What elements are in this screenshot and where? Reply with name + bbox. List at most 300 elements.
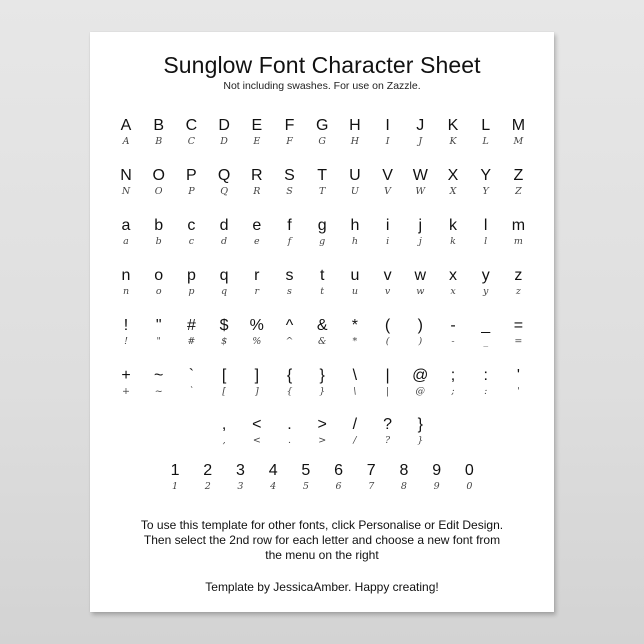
reference-glyph: y bbox=[481, 267, 490, 284]
sunglow-glyph: E bbox=[253, 136, 261, 147]
char-cell bbox=[242, 267, 272, 298]
char-cell bbox=[176, 367, 206, 398]
reference-glyph: | bbox=[385, 367, 390, 384]
char-cell bbox=[275, 317, 305, 348]
instructions-line: the menu on the right bbox=[265, 548, 379, 562]
char-cell bbox=[438, 117, 468, 148]
char-row-uppercase-a-m bbox=[90, 117, 554, 161]
reference-glyph: 3 bbox=[235, 462, 245, 479]
reference-glyph: V bbox=[382, 167, 393, 184]
sunglow-glyph: S bbox=[286, 186, 293, 197]
char-cell bbox=[111, 267, 141, 298]
reference-glyph: ! bbox=[123, 317, 129, 334]
sunglow-glyph: 7 bbox=[368, 481, 375, 492]
reference-glyph: M bbox=[511, 117, 526, 134]
char-cell bbox=[209, 367, 239, 398]
sunglow-glyph: / bbox=[353, 435, 357, 446]
sunglow-glyph: b bbox=[155, 236, 162, 247]
sunglow-glyph: e bbox=[253, 236, 260, 247]
sunglow-glyph: 9 bbox=[433, 481, 440, 492]
reference-glyph: } bbox=[319, 367, 325, 384]
sunglow-glyph: @ bbox=[415, 386, 426, 397]
sunglow-glyph: R bbox=[253, 186, 261, 197]
char-row-symbols-1 bbox=[90, 317, 554, 361]
char-cell bbox=[405, 317, 435, 348]
reference-glyph: < bbox=[252, 416, 262, 433]
sunglow-glyph: I bbox=[385, 136, 390, 147]
char-cell bbox=[209, 167, 239, 198]
reference-glyph: G bbox=[315, 117, 329, 134]
sunglow-glyph: - bbox=[451, 336, 455, 347]
reference-glyph: d bbox=[219, 217, 229, 234]
sunglow-glyph: [ bbox=[222, 386, 226, 397]
sunglow-glyph: " bbox=[156, 336, 161, 347]
sunglow-glyph: { bbox=[286, 386, 293, 397]
char-cell bbox=[471, 217, 501, 248]
sunglow-glyph: * bbox=[352, 336, 358, 347]
reference-glyph: ; bbox=[450, 367, 456, 384]
char-cell bbox=[275, 117, 305, 148]
reference-glyph: ( bbox=[384, 317, 391, 334]
char-cell bbox=[307, 167, 337, 198]
sunglow-glyph: _ bbox=[483, 336, 489, 347]
char-row-digits bbox=[90, 462, 554, 506]
char-cell bbox=[454, 462, 484, 493]
char-cell bbox=[291, 462, 321, 493]
char-cell bbox=[340, 117, 370, 148]
char-cell bbox=[225, 462, 255, 493]
sunglow-glyph: : bbox=[484, 386, 488, 397]
instructions-text bbox=[90, 518, 554, 563]
sunglow-glyph: j bbox=[418, 236, 422, 247]
reference-glyph: F bbox=[284, 117, 295, 134]
char-cell bbox=[471, 167, 501, 198]
char-cell bbox=[471, 117, 501, 148]
sunglow-glyph: 3 bbox=[237, 481, 244, 492]
sunglow-glyph: k bbox=[450, 236, 456, 247]
reference-glyph: b bbox=[154, 217, 164, 234]
char-cell bbox=[307, 317, 337, 348]
reference-glyph: } bbox=[417, 416, 423, 433]
reference-glyph: N bbox=[120, 167, 132, 184]
char-row-lowercase-n-z bbox=[90, 267, 554, 311]
char-cell bbox=[373, 416, 403, 447]
char-cell bbox=[405, 367, 435, 398]
sunglow-glyph: ! bbox=[124, 336, 128, 347]
reference-glyph: B bbox=[153, 117, 165, 134]
char-cell bbox=[340, 267, 370, 298]
reference-glyph: * bbox=[351, 317, 358, 334]
sunglow-glyph: D bbox=[220, 136, 228, 147]
sunglow-glyph: c bbox=[188, 236, 195, 247]
char-cell bbox=[176, 267, 206, 298]
sunglow-glyph: w bbox=[416, 286, 425, 297]
reference-glyph: 9 bbox=[432, 462, 442, 479]
sunglow-glyph: q bbox=[221, 286, 228, 297]
char-cell bbox=[373, 317, 403, 348]
char-cell bbox=[144, 267, 174, 298]
sheet-title: Sunglow Font Character Sheet bbox=[163, 52, 481, 78]
reference-glyph: q bbox=[219, 267, 229, 284]
reference-glyph: a bbox=[121, 217, 131, 234]
char-cell bbox=[209, 267, 239, 298]
sunglow-glyph: W bbox=[415, 186, 426, 197]
reference-glyph: _ bbox=[481, 317, 491, 334]
sunglow-glyph: $ bbox=[221, 336, 228, 347]
char-row-uppercase-n-z bbox=[90, 167, 554, 211]
reference-glyph: @ bbox=[412, 367, 429, 384]
char-cell bbox=[242, 167, 272, 198]
sunglow-glyph: u bbox=[351, 286, 358, 297]
character-sheet-poster bbox=[90, 32, 554, 612]
char-cell bbox=[209, 317, 239, 348]
template-credit: Template by JessicaAmber. Happy creating! bbox=[205, 580, 439, 594]
char-cell bbox=[405, 117, 435, 148]
reference-glyph: P bbox=[186, 167, 197, 184]
reference-glyph: ^ bbox=[285, 317, 294, 334]
char-cell bbox=[405, 416, 435, 447]
char-cell bbox=[242, 367, 272, 398]
reference-glyph: t bbox=[319, 267, 325, 284]
reference-glyph: Z bbox=[513, 167, 524, 184]
char-cell bbox=[275, 416, 305, 447]
sunglow-glyph: ` bbox=[189, 386, 194, 397]
sunglow-glyph: y bbox=[483, 286, 489, 297]
reference-glyph: o bbox=[154, 267, 164, 284]
reference-glyph: x bbox=[449, 267, 457, 284]
reference-glyph: O bbox=[152, 167, 165, 184]
sunglow-glyph: ) bbox=[418, 336, 423, 347]
reference-glyph: ' bbox=[516, 367, 520, 384]
reference-glyph: ] bbox=[254, 367, 260, 384]
sunglow-glyph: U bbox=[350, 186, 359, 197]
reference-glyph: . bbox=[287, 416, 292, 433]
sunglow-glyph: , bbox=[222, 435, 226, 446]
reference-glyph: h bbox=[350, 217, 360, 234]
reference-glyph: v bbox=[383, 267, 392, 284]
char-cell bbox=[373, 167, 403, 198]
reference-glyph: $ bbox=[219, 317, 229, 334]
sunglow-glyph: o bbox=[155, 286, 162, 297]
char-cell bbox=[405, 167, 435, 198]
char-cell bbox=[111, 317, 141, 348]
char-cell bbox=[144, 117, 174, 148]
sunglow-glyph: Y bbox=[482, 186, 489, 197]
instructions-line: Then select the 2nd row for each letter and choose a new font from bbox=[143, 533, 501, 547]
sunglow-glyph: = bbox=[514, 336, 523, 347]
reference-glyph: w bbox=[414, 267, 427, 284]
sunglow-glyph: X bbox=[449, 186, 457, 197]
char-cell bbox=[144, 317, 174, 348]
char-cell bbox=[242, 217, 272, 248]
sunglow-glyph: z bbox=[515, 286, 521, 297]
char-cell bbox=[111, 367, 141, 398]
sunglow-glyph: < bbox=[252, 435, 261, 446]
reference-glyph: { bbox=[286, 367, 293, 384]
char-cell bbox=[193, 462, 223, 493]
reference-glyph: r bbox=[254, 267, 260, 284]
char-cell bbox=[471, 367, 501, 398]
char-cell bbox=[209, 416, 239, 447]
sunglow-glyph: G bbox=[318, 136, 326, 147]
reference-glyph: Y bbox=[480, 167, 492, 184]
char-cell bbox=[307, 117, 337, 148]
sunglow-glyph: r bbox=[254, 286, 260, 297]
sunglow-glyph: + bbox=[122, 386, 130, 397]
reference-glyph: 1 bbox=[170, 462, 180, 479]
char-cell bbox=[111, 217, 141, 248]
char-cell bbox=[340, 317, 370, 348]
reference-glyph: R bbox=[251, 167, 263, 184]
reference-glyph: & bbox=[316, 317, 328, 334]
sunglow-glyph: . bbox=[287, 435, 292, 446]
sunglow-glyph: A bbox=[122, 136, 130, 147]
sunglow-glyph: V bbox=[384, 186, 392, 197]
sunglow-glyph: M bbox=[513, 136, 524, 147]
sunglow-glyph: h bbox=[351, 236, 358, 247]
reference-glyph: ` bbox=[188, 367, 195, 384]
char-cell bbox=[275, 217, 305, 248]
sunglow-glyph: d bbox=[221, 236, 228, 247]
sunglow-glyph: 1 bbox=[172, 481, 179, 492]
char-cell bbox=[503, 167, 533, 198]
char-cell bbox=[324, 462, 354, 493]
char-cell bbox=[209, 117, 239, 148]
sunglow-glyph: ~ bbox=[154, 386, 163, 397]
reference-glyph: D bbox=[218, 117, 230, 134]
reference-glyph: H bbox=[349, 117, 361, 134]
char-cell bbox=[373, 217, 403, 248]
sunglow-glyph: B bbox=[155, 136, 163, 147]
reference-glyph: C bbox=[185, 117, 198, 134]
char-cell bbox=[438, 267, 468, 298]
char-cell bbox=[503, 267, 533, 298]
char-cell bbox=[438, 317, 468, 348]
reference-glyph: 4 bbox=[268, 462, 278, 479]
sunglow-glyph: f bbox=[287, 236, 292, 247]
char-cell bbox=[176, 167, 206, 198]
char-cell bbox=[356, 462, 386, 493]
char-cell bbox=[242, 317, 272, 348]
sunglow-glyph: a bbox=[123, 236, 129, 247]
reference-glyph: = bbox=[513, 317, 524, 334]
reference-glyph: U bbox=[349, 167, 361, 184]
char-cell bbox=[405, 217, 435, 248]
sunglow-glyph: p bbox=[188, 286, 195, 297]
reference-glyph: z bbox=[514, 267, 523, 284]
sunglow-glyph: L bbox=[482, 136, 489, 147]
sunglow-glyph: ] bbox=[254, 386, 259, 397]
char-cell bbox=[422, 462, 452, 493]
sunglow-glyph: H bbox=[350, 136, 360, 147]
sunglow-glyph: O bbox=[154, 186, 163, 197]
reference-glyph: l bbox=[483, 217, 488, 234]
sunglow-glyph: Q bbox=[220, 186, 228, 197]
sunglow-glyph: l bbox=[484, 236, 488, 247]
char-cell bbox=[373, 367, 403, 398]
sunglow-glyph: 5 bbox=[302, 481, 309, 492]
reference-glyph: s bbox=[285, 267, 294, 284]
char-cell bbox=[503, 317, 533, 348]
sunglow-glyph: } bbox=[417, 435, 424, 446]
char-cell bbox=[160, 462, 190, 493]
char-cell bbox=[438, 367, 468, 398]
sunglow-glyph: v bbox=[384, 286, 391, 297]
reference-glyph: % bbox=[249, 317, 264, 334]
sunglow-glyph: s bbox=[287, 286, 292, 297]
reference-glyph: E bbox=[251, 117, 263, 134]
reference-glyph: p bbox=[186, 267, 196, 284]
char-cell bbox=[307, 416, 337, 447]
char-row-symbols-3 bbox=[90, 416, 554, 460]
sunglow-glyph: ; bbox=[451, 386, 455, 397]
reference-glyph: / bbox=[352, 416, 358, 433]
char-cell bbox=[242, 416, 272, 447]
reference-glyph: [ bbox=[221, 367, 227, 384]
sheet-subtitle: Not including swashes. For use on Zazzle. bbox=[223, 80, 421, 92]
reference-glyph: 2 bbox=[203, 462, 213, 479]
sunglow-glyph: K bbox=[449, 136, 457, 147]
reference-glyph: 6 bbox=[334, 462, 343, 479]
char-cell bbox=[373, 117, 403, 148]
reference-glyph: I bbox=[385, 117, 390, 134]
sunglow-glyph: 4 bbox=[270, 481, 277, 492]
sunglow-glyph: 0 bbox=[466, 481, 473, 492]
sunglow-glyph: g bbox=[319, 236, 326, 247]
reference-glyph: K bbox=[447, 117, 459, 134]
reference-glyph: : bbox=[483, 367, 488, 384]
sunglow-glyph: & bbox=[317, 336, 327, 347]
char-cell bbox=[176, 217, 206, 248]
reference-glyph: - bbox=[450, 317, 456, 334]
sunglow-glyph: 6 bbox=[335, 481, 342, 492]
sunglow-glyph: m bbox=[513, 236, 523, 247]
reference-glyph: J bbox=[416, 117, 425, 134]
char-cell bbox=[144, 367, 174, 398]
reference-glyph: k bbox=[449, 217, 457, 234]
char-cell bbox=[340, 217, 370, 248]
sunglow-glyph: ? bbox=[385, 435, 391, 446]
reference-glyph: i bbox=[385, 217, 390, 234]
sunglow-glyph: t bbox=[320, 286, 325, 297]
char-cell bbox=[242, 117, 272, 148]
sunglow-glyph: P bbox=[188, 186, 195, 197]
reference-glyph: T bbox=[317, 167, 328, 184]
reference-glyph: 0 bbox=[464, 462, 474, 479]
sunglow-glyph: | bbox=[385, 386, 390, 397]
char-cell bbox=[471, 317, 501, 348]
char-cell bbox=[176, 317, 206, 348]
sunglow-glyph: F bbox=[286, 136, 293, 147]
reference-glyph: # bbox=[186, 317, 196, 334]
sunglow-glyph: ^ bbox=[285, 336, 294, 347]
char-cell bbox=[275, 167, 305, 198]
char-cell bbox=[340, 416, 370, 447]
sunglow-glyph: Z bbox=[515, 186, 522, 197]
char-cell bbox=[373, 267, 403, 298]
char-cell bbox=[275, 267, 305, 298]
char-cell bbox=[307, 217, 337, 248]
char-row-symbols-2 bbox=[90, 367, 554, 411]
char-cell bbox=[209, 217, 239, 248]
char-cell bbox=[258, 462, 288, 493]
char-cell bbox=[144, 167, 174, 198]
sunglow-glyph: C bbox=[187, 136, 196, 147]
char-cell bbox=[438, 167, 468, 198]
reference-glyph: + bbox=[121, 367, 131, 384]
reference-glyph: " bbox=[155, 317, 162, 334]
reference-glyph: e bbox=[252, 217, 262, 234]
reference-glyph: W bbox=[412, 167, 428, 184]
char-cell bbox=[340, 167, 370, 198]
reference-glyph: > bbox=[317, 416, 327, 433]
reference-glyph: Q bbox=[217, 167, 231, 184]
sunglow-glyph: n bbox=[122, 286, 130, 297]
reference-glyph: c bbox=[187, 217, 196, 234]
char-cell bbox=[111, 167, 141, 198]
reference-glyph: m bbox=[511, 217, 526, 234]
instructions-line: To use this template for other fonts, click Personalise or Edit Design. bbox=[140, 518, 504, 532]
sunglow-glyph: 8 bbox=[400, 481, 407, 492]
char-cell bbox=[471, 267, 501, 298]
char-cell bbox=[307, 367, 337, 398]
reference-glyph: S bbox=[284, 167, 295, 184]
sunglow-glyph: x bbox=[450, 286, 456, 297]
sunglow-glyph: > bbox=[318, 435, 327, 446]
reference-glyph: u bbox=[350, 267, 360, 284]
sunglow-glyph: ' bbox=[517, 386, 520, 397]
reference-glyph: j bbox=[418, 217, 423, 234]
reference-glyph: n bbox=[121, 267, 131, 284]
char-cell bbox=[176, 117, 206, 148]
reference-glyph: 7 bbox=[366, 462, 376, 479]
char-cell bbox=[144, 217, 174, 248]
reference-glyph: ) bbox=[417, 317, 423, 334]
sunglow-glyph: N bbox=[121, 186, 131, 197]
char-cell bbox=[307, 267, 337, 298]
reference-glyph: X bbox=[447, 167, 459, 184]
char-cell bbox=[438, 217, 468, 248]
reference-glyph: L bbox=[481, 117, 491, 134]
char-cell bbox=[340, 367, 370, 398]
char-cell bbox=[111, 117, 141, 148]
reference-glyph: f bbox=[287, 217, 292, 234]
reference-glyph: A bbox=[120, 117, 132, 134]
sunglow-glyph: } bbox=[319, 386, 326, 397]
reference-glyph: ? bbox=[383, 416, 393, 433]
char-cell bbox=[405, 267, 435, 298]
sunglow-glyph: 2 bbox=[204, 481, 211, 492]
sunglow-glyph: # bbox=[187, 336, 196, 347]
reference-glyph: ~ bbox=[154, 367, 164, 384]
sunglow-glyph: i bbox=[386, 236, 390, 247]
sunglow-glyph: J bbox=[418, 136, 423, 147]
sunglow-glyph: T bbox=[319, 186, 326, 197]
char-cell bbox=[503, 367, 533, 398]
reference-glyph: g bbox=[317, 217, 327, 234]
reference-glyph: 8 bbox=[399, 462, 409, 479]
sunglow-glyph: ( bbox=[385, 336, 390, 347]
sunglow-glyph: % bbox=[252, 336, 262, 347]
char-row-lowercase-a-m bbox=[90, 217, 554, 261]
sunglow-glyph: \ bbox=[353, 386, 357, 397]
char-cell bbox=[389, 462, 419, 493]
char-cell bbox=[503, 217, 533, 248]
char-cell bbox=[275, 367, 305, 398]
reference-glyph: 5 bbox=[301, 462, 311, 479]
reference-glyph: , bbox=[221, 416, 227, 433]
char-cell bbox=[503, 117, 533, 148]
